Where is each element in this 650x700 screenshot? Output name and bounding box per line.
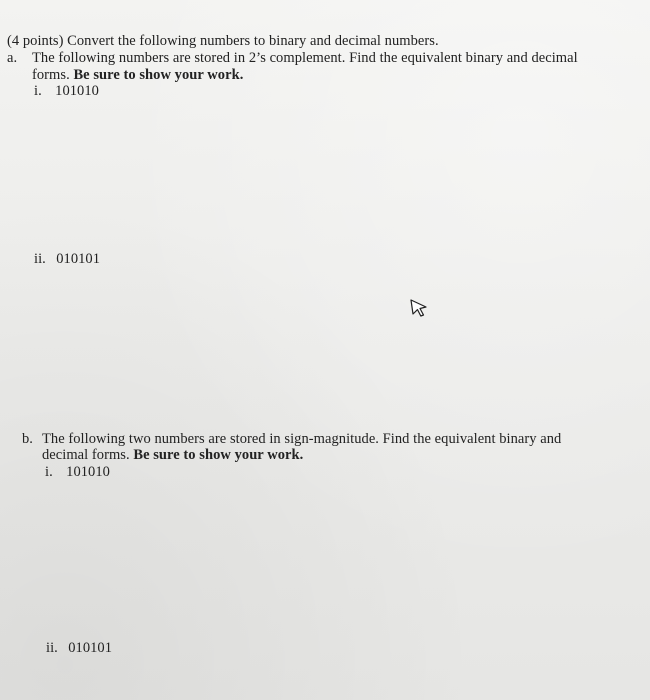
part-a-show-work: Be sure to show your work. <box>73 67 244 83</box>
part-b-show-work: Be sure to show your work. <box>133 447 304 463</box>
part-a-line2 <box>32 67 243 83</box>
part-b-line1-text: The following two numbers are stored in sign-magnitude. Find the equivalent binary and <box>42 431 562 447</box>
part-a-item-ii-value: 010101 <box>56 251 101 267</box>
part-b-marker-text: b. <box>22 431 33 447</box>
part-b-marker <box>22 431 33 447</box>
part-a-item-i <box>34 83 99 99</box>
part-a-line2-text: forms. <box>32 67 74 83</box>
part-b-item-ii <box>46 640 112 656</box>
question-intro <box>7 33 439 49</box>
part-a-item-i-marker: i. <box>34 83 42 99</box>
part-b-line2-text: decimal forms. <box>42 447 134 463</box>
part-a-item-i-value: 101010 <box>55 83 99 99</box>
pointer-cursor-icon <box>408 296 430 318</box>
part-b-line2 <box>42 447 303 463</box>
part-a-item-ii <box>34 251 100 267</box>
part-b-item-ii-marker: ii. <box>46 640 58 656</box>
part-b-line1 <box>42 431 561 447</box>
part-b-item-i-marker: i. <box>45 464 53 480</box>
part-b-item-ii-value: 010101 <box>68 640 113 656</box>
part-a-line1 <box>32 50 578 66</box>
part-a-line1-text: The following numbers are stored in 2’s complement. Find the equivalent binary and decimal <box>32 50 578 66</box>
question-intro-text: (4 points) Convert the following numbers to binary and decimal numbers. <box>7 33 439 49</box>
part-b-item-i <box>45 464 110 480</box>
part-a-marker-text: a. <box>7 50 18 66</box>
part-b-item-i-value: 101010 <box>66 464 110 480</box>
part-a-item-ii-marker: ii. <box>34 251 46 267</box>
part-a-marker <box>7 50 17 66</box>
